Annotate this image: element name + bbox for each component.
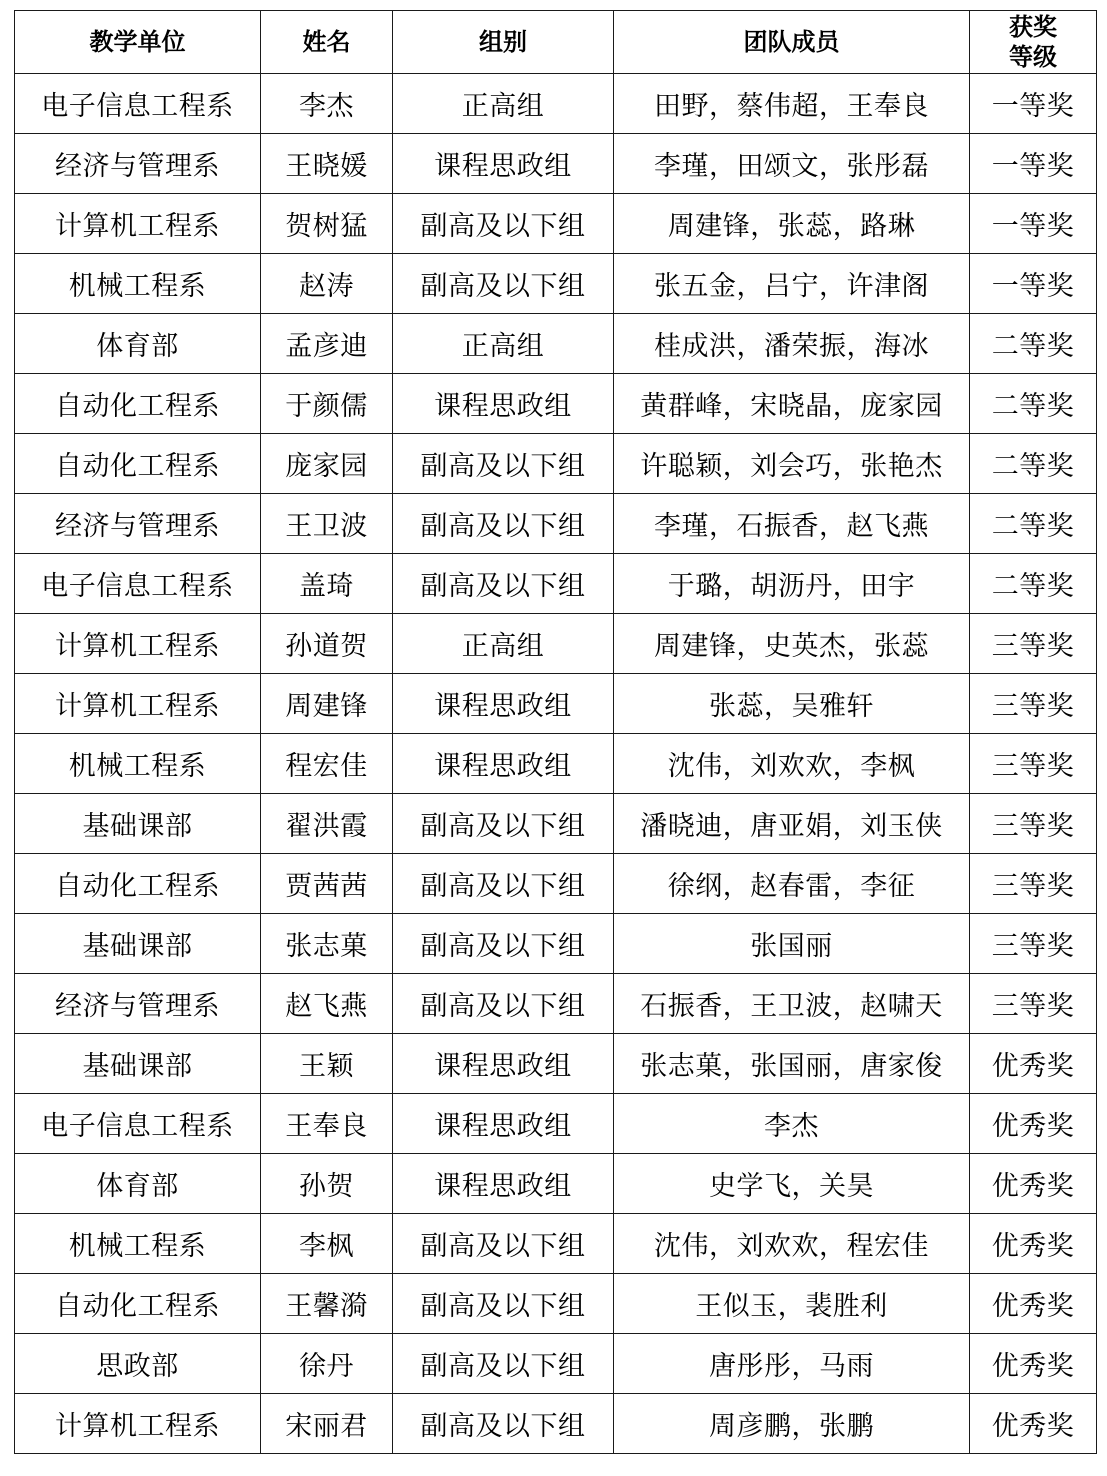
cell-members: 李瑾，田颂文，张彤磊 [614,134,970,194]
cell-name: 孙道贺 [261,614,393,674]
cell-group: 副高及以下组 [393,1334,614,1394]
cell-group: 副高及以下组 [393,1274,614,1334]
cell-unit: 体育部 [15,1154,261,1214]
table-row [15,1274,1097,1334]
cell-group: 课程思政组 [393,1094,614,1154]
cell-award: 二等奖 [970,314,1097,374]
header-members: 团队成员 [614,11,970,74]
table-row [15,1394,1097,1454]
cell-unit: 思政部 [15,1334,261,1394]
cell-award: 一等奖 [970,74,1097,134]
cell-unit: 自动化工程系 [15,1274,261,1334]
cell-members: 史学飞，关昊 [614,1154,970,1214]
cell-members: 李瑾，石振香，赵飞燕 [614,494,970,554]
cell-group: 正高组 [393,614,614,674]
cell-name: 宋丽君 [261,1394,393,1454]
table-row [15,134,1097,194]
header-name: 姓名 [261,11,393,74]
cell-award: 二等奖 [970,554,1097,614]
table-row [15,854,1097,914]
cell-members: 许聪颖，刘会巧，张艳杰 [614,434,970,494]
cell-members: 周建锋，史英杰，张蕊 [614,614,970,674]
cell-name: 庞家园 [261,434,393,494]
table-row [15,254,1097,314]
table-row [15,1214,1097,1274]
header-group: 组别 [393,11,614,74]
table-row [15,1334,1097,1394]
cell-award: 三等奖 [970,914,1097,974]
table-row [15,374,1097,434]
table-row [15,554,1097,614]
cell-group: 副高及以下组 [393,1214,614,1274]
cell-award: 三等奖 [970,854,1097,914]
header-unit: 教学单位 [15,11,261,74]
cell-name: 周建锋 [261,674,393,734]
cell-group: 副高及以下组 [393,434,614,494]
cell-award: 一等奖 [970,134,1097,194]
table-row [15,674,1097,734]
cell-award: 优秀奖 [970,1034,1097,1094]
table-row [15,794,1097,854]
cell-group: 课程思政组 [393,1154,614,1214]
cell-group: 副高及以下组 [393,554,614,614]
cell-group: 课程思政组 [393,674,614,734]
cell-award: 优秀奖 [970,1274,1097,1334]
cell-group: 正高组 [393,314,614,374]
cell-name: 于颜儒 [261,374,393,434]
cell-members: 石振香，王卫波，赵啸天 [614,974,970,1034]
cell-name: 翟洪霞 [261,794,393,854]
cell-unit: 计算机工程系 [15,1394,261,1454]
cell-group: 副高及以下组 [393,194,614,254]
cell-members: 田野，蔡伟超，王奉良 [614,74,970,134]
cell-award: 三等奖 [970,794,1097,854]
cell-unit: 自动化工程系 [15,434,261,494]
cell-award: 优秀奖 [970,1394,1097,1454]
cell-name: 王馨漪 [261,1274,393,1334]
header-award-line1: 获奖 [1009,13,1057,41]
cell-award: 二等奖 [970,434,1097,494]
header-award [970,11,1097,74]
table-body [15,74,1097,1454]
cell-group: 副高及以下组 [393,914,614,974]
cell-name: 王颖 [261,1034,393,1094]
table-row [15,1154,1097,1214]
cell-name: 王卫波 [261,494,393,554]
cell-name: 张志菓 [261,914,393,974]
cell-award: 二等奖 [970,494,1097,554]
cell-members: 桂成洪，潘荣振，海冰 [614,314,970,374]
table-row [15,434,1097,494]
award-table [14,10,1097,1454]
cell-unit: 机械工程系 [15,1214,261,1274]
cell-group: 课程思政组 [393,134,614,194]
table-row [15,494,1097,554]
cell-award: 三等奖 [970,734,1097,794]
cell-name: 孟彦迪 [261,314,393,374]
cell-members: 王似玉，裴胜利 [614,1274,970,1334]
cell-award: 二等奖 [970,374,1097,434]
table-row [15,194,1097,254]
cell-name: 贾茜茜 [261,854,393,914]
table-row [15,734,1097,794]
table-header-row [15,11,1097,74]
cell-award: 优秀奖 [970,1094,1097,1154]
table-row [15,914,1097,974]
cell-unit: 电子信息工程系 [15,74,261,134]
cell-unit: 计算机工程系 [15,614,261,674]
cell-name: 盖琦 [261,554,393,614]
cell-name: 徐丹 [261,1334,393,1394]
header-award-line2: 等级 [1009,43,1057,71]
cell-award: 三等奖 [970,614,1097,674]
table-row [15,1034,1097,1094]
cell-members: 张志菓，张国丽，唐家俊 [614,1034,970,1094]
cell-members: 张国丽 [614,914,970,974]
cell-award: 优秀奖 [970,1154,1097,1214]
cell-award: 三等奖 [970,674,1097,734]
cell-unit: 计算机工程系 [15,674,261,734]
cell-name: 赵飞燕 [261,974,393,1034]
cell-unit: 机械工程系 [15,734,261,794]
cell-group: 副高及以下组 [393,794,614,854]
cell-members: 周建锋，张蕊，路琳 [614,194,970,254]
cell-members: 唐彤彤，马雨 [614,1334,970,1394]
cell-name: 李杰 [261,74,393,134]
cell-unit: 体育部 [15,314,261,374]
cell-award: 优秀奖 [970,1214,1097,1274]
cell-group: 副高及以下组 [393,854,614,914]
cell-group: 课程思政组 [393,1034,614,1094]
cell-members: 张蕊，吴雅轩 [614,674,970,734]
cell-unit: 自动化工程系 [15,854,261,914]
cell-award: 优秀奖 [970,1334,1097,1394]
cell-unit: 经济与管理系 [15,134,261,194]
cell-name: 赵涛 [261,254,393,314]
cell-members: 张五金，吕宁，许津阁 [614,254,970,314]
table-row [15,614,1097,674]
cell-unit: 电子信息工程系 [15,1094,261,1154]
table-row [15,1094,1097,1154]
cell-unit: 机械工程系 [15,254,261,314]
cell-unit: 经济与管理系 [15,974,261,1034]
table-row [15,314,1097,374]
cell-members: 徐纲，赵春雷，李征 [614,854,970,914]
cell-members: 周彦鹏，张鹏 [614,1394,970,1454]
cell-group: 副高及以下组 [393,974,614,1034]
cell-members: 沈伟，刘欢欢，程宏佳 [614,1214,970,1274]
cell-members: 沈伟，刘欢欢，李枫 [614,734,970,794]
cell-unit: 计算机工程系 [15,194,261,254]
cell-name: 孙贺 [261,1154,393,1214]
cell-unit: 基础课部 [15,794,261,854]
cell-group: 副高及以下组 [393,254,614,314]
cell-award: 一等奖 [970,194,1097,254]
cell-unit: 电子信息工程系 [15,554,261,614]
cell-name: 王奉良 [261,1094,393,1154]
cell-name: 李枫 [261,1214,393,1274]
cell-name: 王晓媛 [261,134,393,194]
cell-group: 正高组 [393,74,614,134]
cell-name: 程宏佳 [261,734,393,794]
cell-members: 于璐，胡沥丹，田宇 [614,554,970,614]
cell-award: 一等奖 [970,254,1097,314]
cell-members: 潘晓迪，唐亚娟，刘玉侠 [614,794,970,854]
table-row [15,74,1097,134]
cell-award: 三等奖 [970,974,1097,1034]
cell-group: 副高及以下组 [393,494,614,554]
cell-group: 副高及以下组 [393,1394,614,1454]
table-row [15,974,1097,1034]
cell-unit: 经济与管理系 [15,494,261,554]
cell-name: 贺树猛 [261,194,393,254]
cell-members: 李杰 [614,1094,970,1154]
cell-unit: 自动化工程系 [15,374,261,434]
cell-members: 黄群峰，宋晓晶，庞家园 [614,374,970,434]
cell-group: 课程思政组 [393,374,614,434]
cell-unit: 基础课部 [15,1034,261,1094]
cell-group: 课程思政组 [393,734,614,794]
cell-unit: 基础课部 [15,914,261,974]
